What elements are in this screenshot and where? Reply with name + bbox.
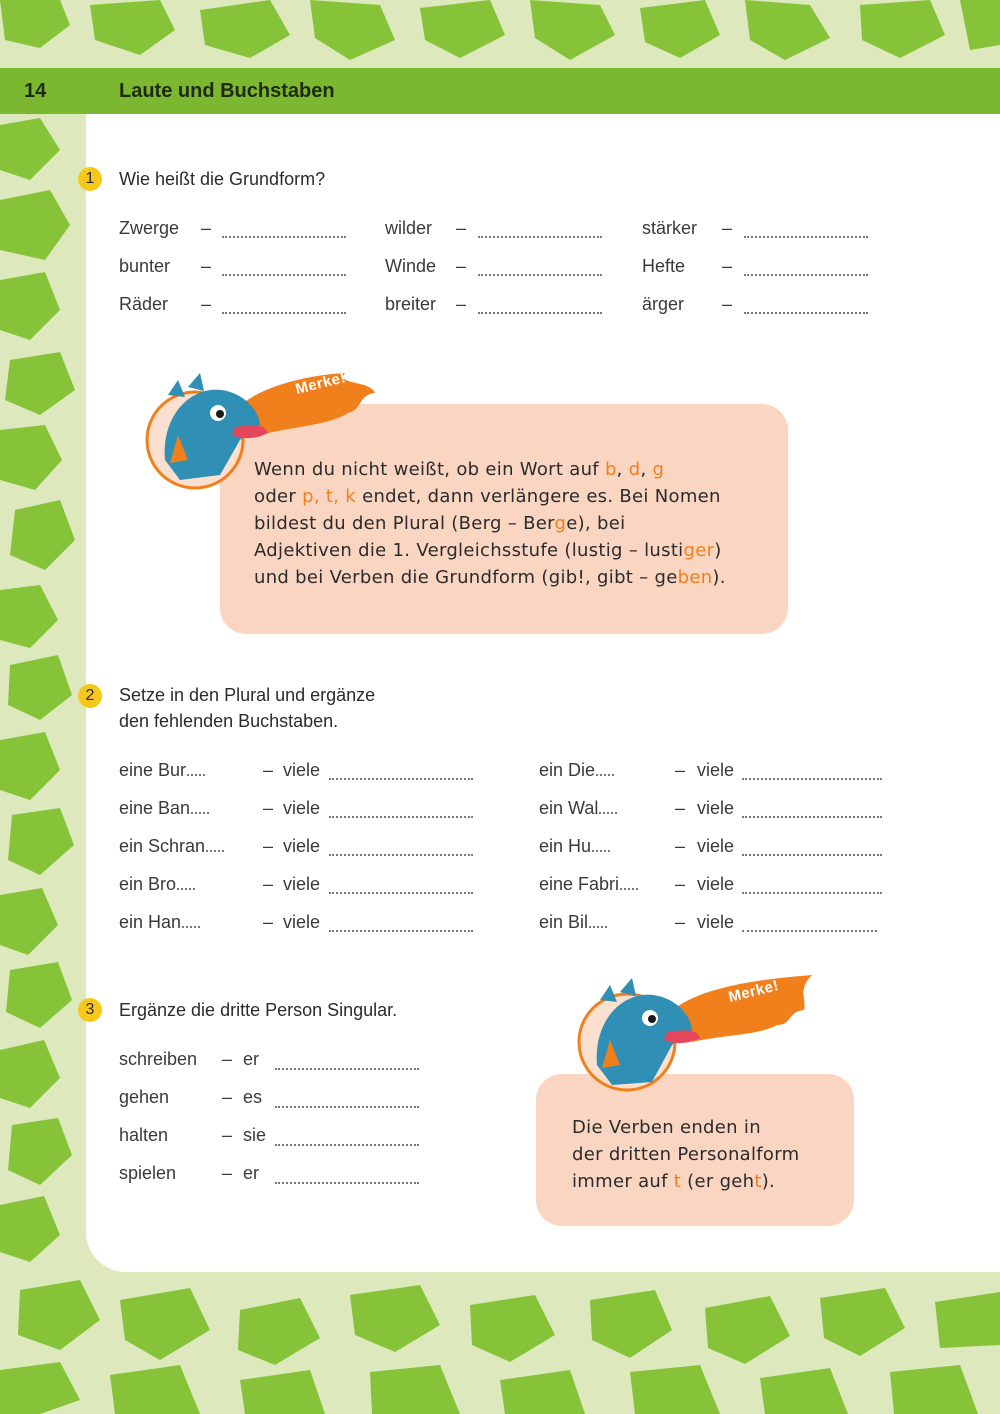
task-instruction: Ergänze die dritte Person Singular.	[119, 1000, 398, 1020]
letter-gap[interactable]	[596, 774, 614, 776]
word-stem: ein Schran	[119, 836, 224, 857]
dash: –	[722, 294, 733, 314]
dash: –	[456, 256, 467, 276]
answer-line[interactable]	[742, 930, 877, 932]
task-instruction: Setze in den Plural und ergänze	[119, 685, 376, 705]
word-item: Zwerge	[119, 218, 180, 238]
dash: –	[263, 760, 274, 780]
word-item: Winde	[385, 256, 437, 276]
merke-text-line: Die Verben enden in	[572, 1117, 761, 1138]
merke-text-line: Adjektiven die 1. Vergleichsstufe (lustig – lustiger)	[254, 540, 722, 561]
answer-line[interactable]	[742, 854, 882, 856]
letter-gap[interactable]	[589, 926, 607, 928]
dash: –	[263, 798, 274, 818]
pronoun: sie	[243, 1125, 267, 1145]
task-number-badge: 2	[78, 684, 102, 708]
word-stem: eine Ban	[119, 798, 209, 819]
pronoun: er	[243, 1049, 260, 1069]
dash: –	[722, 256, 733, 276]
dash: –	[263, 836, 274, 856]
merke-text-line: bildest du den Plural (Berg – Berge), bei	[254, 513, 626, 534]
word-item: wilder	[385, 218, 433, 238]
verb-item: halten	[119, 1125, 169, 1145]
answer-line[interactable]	[742, 816, 882, 818]
answer-line[interactable]	[329, 816, 473, 818]
dash: –	[722, 218, 733, 238]
answer-line[interactable]	[744, 312, 868, 314]
dash: –	[222, 1125, 233, 1145]
answer-line[interactable]	[275, 1144, 419, 1146]
merke-text-line: immer auf t (er geht).	[572, 1171, 776, 1192]
word-item: breiter	[385, 294, 437, 314]
answer-line[interactable]	[478, 236, 602, 238]
dash: –	[201, 256, 212, 276]
dash: –	[222, 1049, 233, 1069]
answer-line[interactable]	[742, 778, 882, 780]
answer-line[interactable]	[222, 274, 346, 276]
answer-line[interactable]	[275, 1106, 419, 1108]
merke-text-line: oder p, t, k endet, dann verlängere es. Bei Nomen	[254, 486, 721, 507]
verb-item: schreiben	[119, 1049, 198, 1069]
page-title: Laute und Buchstaben	[119, 80, 335, 102]
plural-word: viele	[283, 874, 321, 894]
word-stem: ein Die	[539, 760, 614, 781]
word-item: stärker	[642, 218, 698, 238]
answer-line[interactable]	[329, 778, 473, 780]
letter-gap[interactable]	[182, 926, 200, 928]
plural-word: viele	[283, 760, 321, 780]
plural-word: viele	[697, 874, 735, 894]
dash: –	[456, 218, 467, 238]
plural-word: viele	[283, 836, 321, 856]
letter-gap[interactable]	[191, 812, 209, 814]
answer-line[interactable]	[222, 236, 346, 238]
plural-word: viele	[697, 836, 735, 856]
dash: –	[456, 294, 467, 314]
plural-word: viele	[697, 912, 735, 932]
dash: –	[263, 912, 274, 932]
answer-line[interactable]	[275, 1068, 419, 1070]
answer-line[interactable]	[744, 236, 868, 238]
plural-word: viele	[283, 912, 321, 932]
dash: –	[222, 1087, 233, 1107]
task-number-badge: 1	[78, 167, 102, 191]
dash: –	[675, 760, 686, 780]
letter-gap[interactable]	[187, 774, 205, 776]
page-number: 14	[24, 80, 47, 102]
dash: –	[675, 836, 686, 856]
word-item: bunter	[119, 256, 171, 276]
merke-label: Merke!	[293, 369, 348, 398]
letter-gap[interactable]	[592, 850, 610, 852]
word-stem: eine Bur	[119, 760, 205, 781]
answer-line[interactable]	[329, 930, 473, 932]
dash: –	[222, 1163, 233, 1183]
word-stem: ein Han	[119, 912, 200, 933]
merke-text-line: Wenn du nicht weißt, ob ein Wort auf b, d, g	[254, 459, 665, 480]
letter-gap[interactable]	[177, 888, 195, 890]
pronoun: er	[243, 1163, 260, 1183]
dash: –	[201, 294, 212, 314]
answer-line[interactable]	[329, 892, 473, 894]
answer-line[interactable]	[329, 854, 473, 856]
word-item: ärger	[642, 294, 685, 314]
letter-gap[interactable]	[599, 812, 617, 814]
answer-line[interactable]	[478, 312, 602, 314]
word-stem: ein Wal	[539, 798, 617, 819]
task-instruction: Wie heißt die Grundform?	[119, 169, 326, 189]
plural-word: viele	[697, 760, 735, 780]
word-stem: eine Fabri	[539, 874, 638, 895]
merke-text-line: und bei Verben die Grundform (gib!, gibt – geben).	[254, 567, 726, 588]
merke-text-line: der dritten Personalform	[572, 1144, 800, 1165]
merke-label: Merke!	[726, 977, 781, 1006]
answer-line[interactable]	[744, 274, 868, 276]
task-instruction: den fehlenden Buchstaben.	[119, 711, 339, 731]
word-stem: ein Bro	[119, 874, 195, 895]
answer-line[interactable]	[478, 274, 602, 276]
task-number-badge: 3	[78, 998, 102, 1022]
word-item: Hefte	[642, 256, 686, 276]
dash: –	[263, 874, 274, 894]
word-item: Räder	[119, 294, 169, 314]
word-stem: ein Hu	[539, 836, 610, 857]
plural-word: viele	[283, 798, 321, 818]
pronoun: es	[243, 1087, 263, 1107]
dash: –	[201, 218, 212, 238]
answer-line[interactable]	[742, 892, 882, 894]
letter-gap[interactable]	[620, 888, 638, 890]
letter-gap[interactable]	[206, 850, 224, 852]
answer-line[interactable]	[222, 312, 346, 314]
dash: –	[675, 798, 686, 818]
word-stem: ein Bil	[539, 912, 607, 933]
dragon-mascot	[572, 970, 817, 1095]
dash: –	[675, 874, 686, 894]
answer-line[interactable]	[275, 1182, 419, 1184]
verb-item: gehen	[119, 1087, 170, 1107]
verb-item: spielen	[119, 1163, 177, 1183]
dash: –	[675, 912, 686, 932]
plural-word: viele	[697, 798, 735, 818]
